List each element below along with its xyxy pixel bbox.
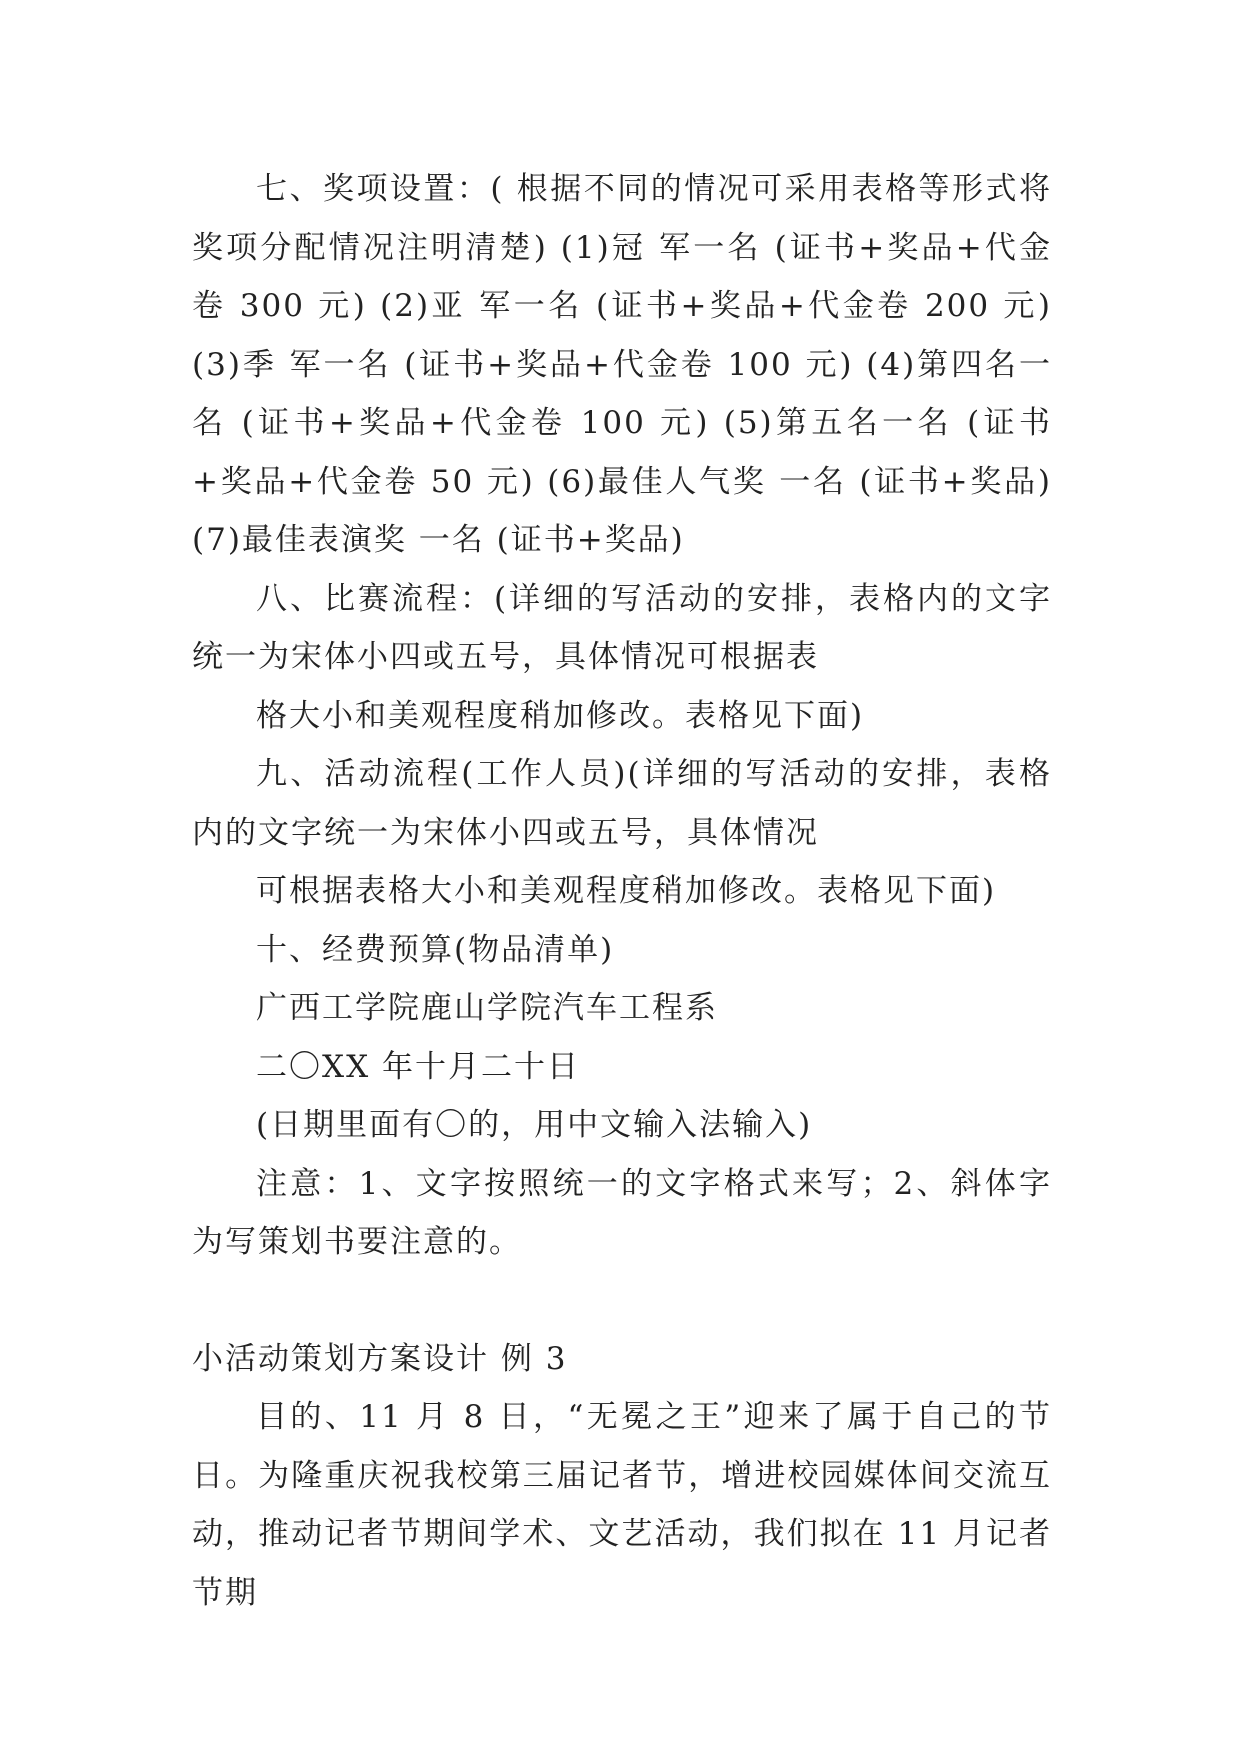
competition-process-paragraph: 八、比赛流程：(详细的写活动的安排，表格内的文字统一为宋体小四或五号，具体情况可根据表 bbox=[192, 580, 1052, 675]
awards-paragraph: 七、奖项设置：( 根据不同的情况可采用表格等形式将奖项分配情况注明清楚) (1)冠 军一名 (证书+奖品+代金卷 300 元) (2)亚 军一名 (证书+奖品+代金卷 200 元) (3)季 军一名 (证书+奖品+代金卷 100 元) (4)第四名一名 (证书+奖品+代金卷 100 元) (5)第五名一名 (证书+奖品+代金卷 50 元) (6)最佳人气奖 一名 (证书+奖品) (7)最佳表演奖 一名 (证书+奖品) bbox=[192, 171, 1052, 558]
attention-note: 注意：1、文字按照统一的文字格式来写；2、斜体字为写策划书要注意的。 bbox=[192, 1165, 1052, 1260]
document-body bbox=[192, 160, 1052, 1622]
section-title: 小活动策划方案设计 例 3 bbox=[192, 1340, 568, 1377]
section-body: 目的、11 月 8 日，“无冕之王”迎来了属于自己的节日。为隆重庆祝我校第三届记者节，增进校园媒体间交流互动，推动记者节期间学术、文艺活动，我们拟在 11 月记者节期 bbox=[192, 1399, 1052, 1611]
date-note: (日期里面有〇的，用中文输入法输入) bbox=[256, 1107, 813, 1143]
competition-process-continuation: 格大小和美观程度稍加修改。表格见下面) bbox=[256, 697, 865, 734]
organization-name: 广西工学院鹿山学院汽车工程系 bbox=[256, 990, 718, 1026]
document-date: 二〇XX 年十月二十日 bbox=[256, 1048, 580, 1085]
budget-paragraph: 十、经费预算(物品清单) bbox=[256, 931, 615, 968]
activity-process-continuation: 可根据表格大小和美观程度稍加修改。表格见下面) bbox=[256, 873, 997, 909]
section-spacer bbox=[192, 1272, 1052, 1330]
activity-process-paragraph: 九、活动流程(工作人员)(详细的写活动的安排，表格内的文字统一为宋体小四或五号，具体情况 bbox=[192, 756, 1052, 851]
